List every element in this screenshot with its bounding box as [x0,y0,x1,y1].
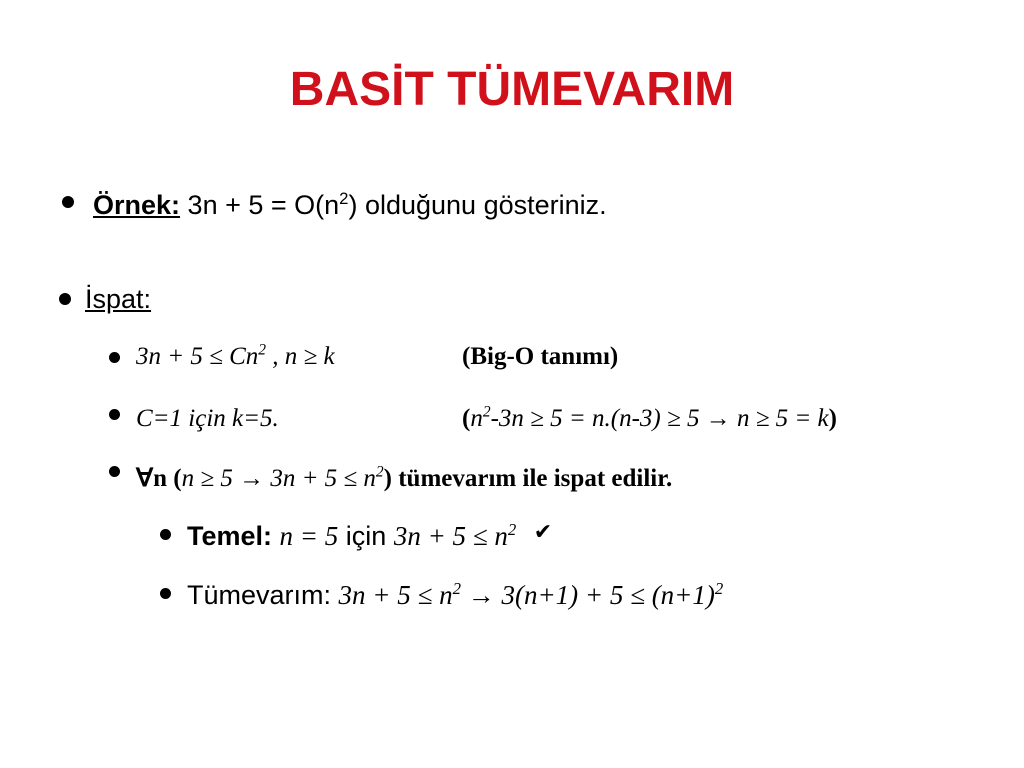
bullet-line1 [109,352,120,363]
ispat-label: İspat: [85,284,152,314]
temel-label: Temel: [187,521,273,551]
line2-math: C=1 için k=5. [136,405,279,432]
line2-note: $(n^2-3n \ge 5 = n.(n-3) \ge 5 \to n \ge 5 = k)$ [462,403,837,432]
slide-title: BASİT TÜMEVARIM [289,63,735,116]
bullet-ispat [59,293,71,305]
bullet-line2 [109,409,120,420]
bullet-tumevarim [160,588,171,599]
line1-math: $3n + 5 \le Cn^2$ , n ≥ k [136,341,335,370]
ispat-line [85,284,151,315]
tumevarim-line: Tümevarım: $3n + 5 \le n^2 \to 3(n+1) + 5 \le (n+1)^2$ [187,579,724,610]
ornek-math: $3n + 5 = O(n^2)$ olduğunu gösteriniz. [187,189,607,220]
temel-line: Temel: n = 5 için $3n + 5 \le n^2$ ✔ [187,519,553,551]
tumevarim-label: Tümevarım: [187,580,339,610]
line3: ∀n $(n \ge 5 \to 3n + 5 \le n^2)$ tümevarım ile ispat edilir. [136,463,673,492]
ornek-label: Örnek: [93,190,181,220]
ornek-line [93,190,607,221]
line1-note: (Big-O tanımı) [462,343,619,370]
bullet-temel [160,529,171,540]
check-icon: ✔ [533,519,553,544]
bullet-line3 [109,466,120,477]
bullet-ornek [62,196,74,208]
